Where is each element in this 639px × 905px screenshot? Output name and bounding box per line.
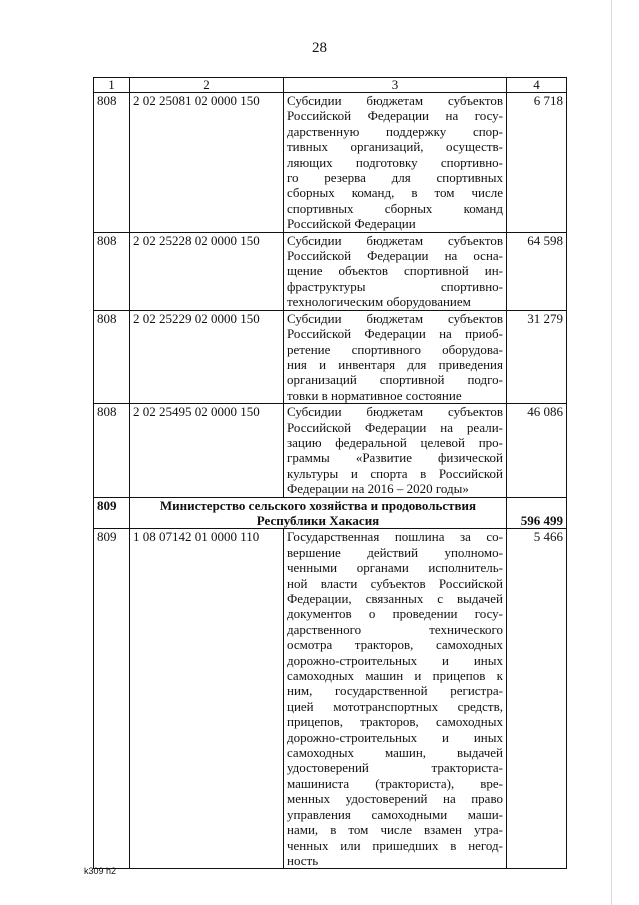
- description-line: прицепов, тракторов, самоходных: [287, 714, 503, 730]
- table-row: [94, 529, 567, 869]
- description-line: ченными органами исполнитель-: [287, 560, 503, 576]
- description-line: дарственного технического: [287, 621, 503, 637]
- description-line: документов о проведении госу-: [287, 606, 503, 622]
- page-number: 28: [312, 40, 327, 56]
- ministry-title: [130, 497, 507, 529]
- table-row: [94, 404, 567, 497]
- table-row: [94, 93, 567, 233]
- table-row: [94, 232, 567, 310]
- footer-code: k309 h2: [84, 866, 117, 876]
- description-line: ним, государственной регистра-: [287, 683, 503, 699]
- description-line: удостоверений тракториста-: [287, 760, 503, 776]
- description-line: Российской Федерации на приоб-: [287, 326, 503, 342]
- description-line: сборных команд, в том числе: [287, 185, 503, 201]
- description-line: ность: [287, 852, 319, 868]
- description-line: культуры и спорта в Российской: [287, 465, 503, 481]
- description-line: вершение действий уполномо-: [287, 544, 503, 560]
- description-line: самоходных машин и прицепов к: [287, 668, 503, 684]
- description-cell: [284, 310, 507, 403]
- ministry-amount: 596 499: [507, 497, 567, 529]
- description-cell: [284, 404, 507, 497]
- admin-code-cell: 808: [94, 310, 130, 403]
- description-line: Российской Федерации на реали-: [287, 419, 503, 435]
- amount-cell: 31 279: [507, 310, 567, 403]
- description-line: машиниста (тракториста), вре-: [287, 775, 503, 791]
- table-row: [94, 310, 567, 403]
- description-line: зацию федеральной целевой про-: [287, 434, 503, 450]
- admin-code-cell: 808: [94, 404, 130, 497]
- description-line: ния и инвентаря для приведения: [287, 356, 503, 372]
- description-cell: [284, 93, 507, 233]
- description-line: организаций спортивной подго-: [287, 372, 503, 388]
- description-line: технологическим оборудованием: [287, 294, 471, 310]
- description-cell: [284, 529, 507, 869]
- description-line: щение объектов спортивной ин-: [287, 263, 503, 279]
- description-line: управления самоходными маши-: [287, 806, 503, 822]
- description-line: ной власти субъектов Российской: [287, 575, 503, 591]
- description-line: нами, в том числе взамен утра-: [287, 822, 503, 838]
- admin-code-cell: 808: [94, 232, 130, 310]
- description-line: го резерва для спортивных: [287, 170, 503, 186]
- description-line: ретение спортивного оборудова-: [287, 341, 503, 357]
- revenue-code-cell: 2 02 25229 02 0000 150: [130, 310, 284, 403]
- description-line: Государственная пошлина за со-: [287, 529, 503, 545]
- description-line: ляющих подготовку спортивно-: [287, 154, 503, 170]
- revenue-code-cell: 2 02 25081 02 0000 150: [130, 93, 284, 233]
- description-line: Субсидии бюджетам субъектов: [287, 310, 503, 326]
- column-number-3: 3: [284, 78, 507, 93]
- description-line: Субсидии бюджетам субъектов: [287, 404, 503, 420]
- description-line: тивных организаций, осуществ-: [287, 139, 503, 155]
- description-line: граммы «Развитие физической: [287, 450, 503, 466]
- description-line: Федерации, связанных с выдачей: [287, 591, 503, 606]
- column-number-4: 4: [507, 78, 567, 93]
- admin-code-cell: 808: [94, 93, 130, 233]
- amount-cell: 5 466: [507, 529, 567, 869]
- description-line: Субсидии бюджетам субъектов: [287, 232, 503, 248]
- column-number-row: [94, 78, 567, 93]
- amount-cell: 6 718: [507, 93, 567, 233]
- scan-edge-line: [611, 0, 612, 905]
- revenue-table-body: [94, 78, 567, 869]
- ministry-row: [94, 497, 567, 529]
- description-line: дорожно-строительных и иных: [287, 652, 503, 668]
- description-line: ченных или пришедших в негод-: [287, 837, 503, 853]
- column-number-1: 1: [94, 78, 130, 93]
- description-line: дорожно-строительных и иных: [287, 729, 503, 745]
- description-line: самоходных машин, выдачей: [287, 745, 503, 761]
- description-line: осмотра тракторов, самоходных: [287, 637, 503, 653]
- ministry-title-line-1: Министерство сельского хозяйства и продовольствия: [159, 497, 477, 513]
- column-number-2: 2: [130, 78, 284, 93]
- description-line: Субсидии бюджетам субъектов: [287, 93, 503, 108]
- description-line: Российской Федерации на осна-: [287, 248, 503, 264]
- admin-code-cell: 809: [94, 529, 130, 869]
- revenue-code-cell: 1 08 07142 01 0000 110: [130, 529, 284, 869]
- ministry-admin-code: 809: [94, 497, 130, 529]
- ministry-title-line-2: Республики Хакасия: [256, 512, 380, 528]
- description-line: менных удостоверений на право: [287, 791, 503, 807]
- revenue-code-cell: 2 02 25228 02 0000 150: [130, 232, 284, 310]
- description-cell: [284, 232, 507, 310]
- revenue-code-cell: 2 02 25495 02 0000 150: [130, 404, 284, 497]
- description-line: Российской Федерации: [287, 216, 416, 232]
- description-line: фраструктуры спортивно-: [287, 278, 503, 294]
- description-line: спортивных сборных команд: [287, 200, 503, 216]
- description-line: Российской Федерации на госу-: [287, 108, 503, 124]
- amount-cell: 46 086: [507, 404, 567, 497]
- description-line: цией мототранспортных средств,: [287, 698, 503, 714]
- revenue-table: [93, 77, 567, 869]
- description-line: дарственную поддержку спор-: [287, 123, 503, 139]
- amount-cell: 64 598: [507, 232, 567, 310]
- description-line: Федерации на 2016 – 2020 годы»: [287, 481, 469, 497]
- description-line: товки в нормативное состояние: [287, 387, 462, 403]
